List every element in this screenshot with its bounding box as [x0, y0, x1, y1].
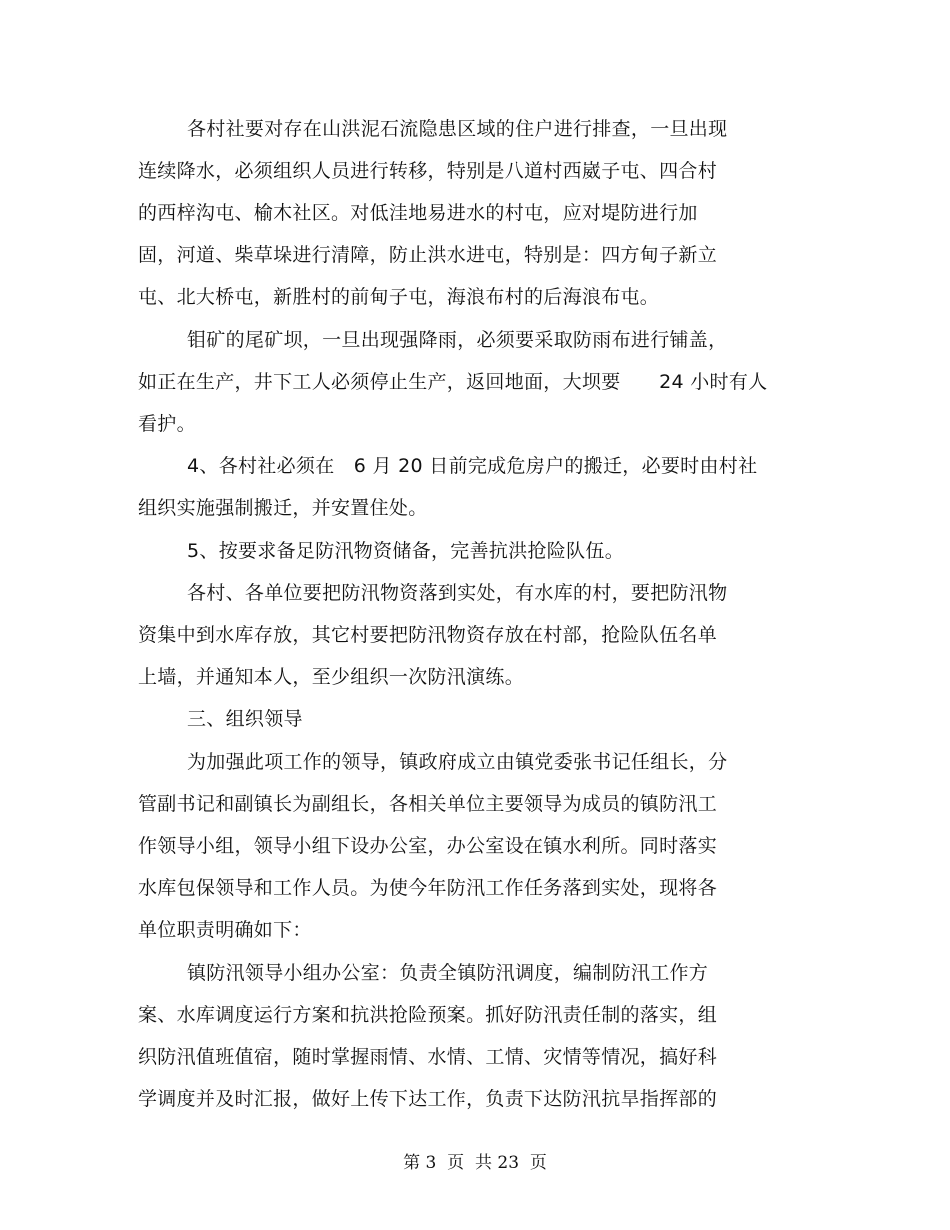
body-text-line: 为加强此项工作的领导，镇政府成立由镇党委张书记任组长，分	[187, 751, 728, 773]
body-text-line: 镇防汛领导小组办公室：负责全镇防汛调度，编制防汛工作方	[187, 962, 709, 984]
body-text-line: 学调度并及时汇报，做好上传下达工作，负责下达防汛抗旱指挥部的	[138, 1088, 718, 1110]
body-text-line: 的西梓沟屯、榆木社区。对低洼地易进水的村屯，应对堤防进行加	[138, 202, 698, 224]
body-text-line: 5、按要求备足防汛物资储备，完善抗洪抢险队伍。	[187, 540, 624, 562]
body-text-line: 钼矿的尾矿坝，一旦出现强降雨，必须要采取防雨布进行铺盖，	[187, 329, 728, 351]
body-text-line: 管副书记和副镇长为副组长，各相关单位主要领导为成员的镇防汛工	[138, 793, 718, 815]
body-text-line: 各村社要对存在山洪泥石流隐患区域的住户进行排查，一旦出现	[187, 118, 728, 140]
body-text-line: 如正在生产，井下工人必须停止生产，返回地面，大坝要 24 小时有人	[138, 371, 768, 393]
body-text-line: 单位职责明确如下：	[138, 919, 312, 941]
body-text-line: 固，河道、柴草垛进行清障，防止洪水进屯，特别是：四方甸子新立	[138, 244, 718, 266]
body-text-line: 看护。	[138, 413, 196, 435]
body-text-line: 作领导小组，领导小组下设办公室，办公室设在镇水利所。同时落实	[138, 835, 718, 857]
body-text-line: 水库包保领导和工作人员。为使今年防汛工作任务落到实处，现将各	[138, 877, 718, 899]
body-text-line: 案、水库调度运行方案和抗洪抢险预案。抓好防汛责任制的落实，组	[138, 1004, 718, 1026]
body-text-line: 织防汛值班值宿，随时掌握雨情、水情、工情、灾情等情况，搞好科	[138, 1046, 718, 1068]
body-text-line: 上墙，并通知本人，至少组织一次防汛演练。	[138, 666, 525, 688]
body-text-line: 屯、北大桥屯，新胜村的前甸子屯，海浪布村的后海浪布屯。	[138, 286, 660, 308]
body-text-line: 连续降水，必须组织人员进行转移，特别是八道村西崴子屯、四合村	[138, 160, 718, 182]
body-text-line: 各村、各单位要把防汛物资落到实处，有水库的村，要把防汛物	[187, 582, 728, 604]
page-number-footer: 第 3 页 共 23 页	[403, 1153, 547, 1173]
body-text-line: 组织实施强制搬迁，并安置住处。	[138, 497, 428, 519]
body-text-line: 资集中到水库存放，其它村要把防汛物资存放在村部，抢险队伍名单	[138, 624, 718, 646]
section-heading: 三、组织领导	[187, 708, 303, 730]
body-text-line: 4、各村社必须在 6 月 20 日前完成危房户的搬迁，必要时由村社	[187, 455, 758, 477]
